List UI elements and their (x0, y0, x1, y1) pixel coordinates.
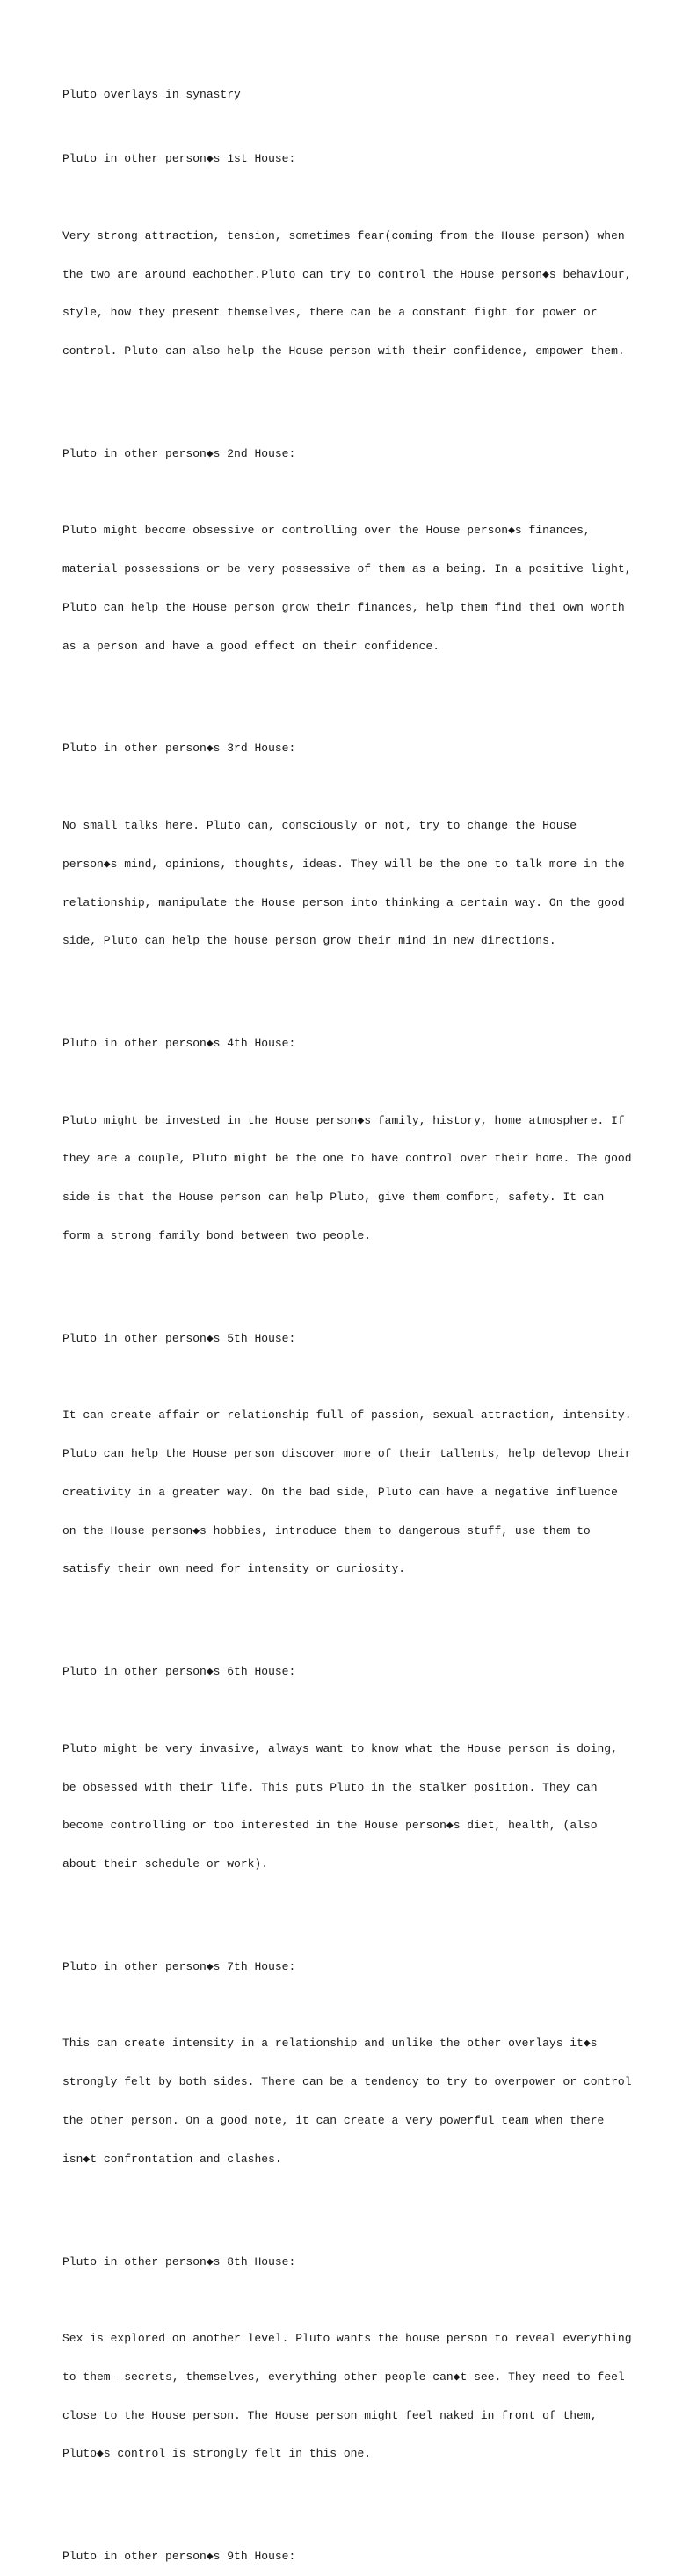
paragraph-line: the two are around eachother.Pluto can try to control the House person◆s behaviour, (62, 267, 632, 281)
paragraph-line: to them- secrets, themselves, everything other people can◆t see. They need to feel (62, 2370, 625, 2384)
paragraph-line: side is that the House person can help Pluto, give them comfort, safety. It can (62, 1190, 605, 1205)
paragraph-line: Pluto can help the House person grow their finances, help them find thei own worth (62, 600, 625, 614)
paragraph-line: Sex is explored on another level. Pluto wants the house person to reveal everything (62, 2332, 632, 2346)
paragraph-line: creativity in a greater way. On the bad side, Pluto can have a negative influence (62, 1485, 618, 1499)
paragraph-line: form a strong family bond between two people. (62, 1229, 372, 1243)
section-heading: Pluto in other person◆s 3rd House: (62, 742, 296, 756)
paragraph-line: satisfy their own need for intensity or curiosity. (62, 1562, 406, 1576)
document-title: Pluto overlays in synastry (62, 88, 241, 102)
paragraph-line: No small talks here. Pluto can, consciously or not, try to change the House (62, 819, 577, 833)
section-heading: Pluto in other person◆s 4th House: (62, 1037, 296, 1051)
paragraph-line: relationship, manipulate the House person into thinking a certain way. On the good (62, 895, 625, 909)
paragraph-line: Pluto can help the House person discover more of their tallents, help delevop their (62, 1447, 632, 1461)
paragraph-line: close to the House person. The House person might feel naked in front of them, (62, 2408, 598, 2422)
paragraph-line: control. Pluto can also help the House person with their confidence, empower them. (62, 344, 625, 358)
paragraph-line: style, how they present themselves, there can be a constant fight for power or (62, 306, 598, 320)
paragraph-line: Pluto might be very invasive, always want to know what the House person is doing, (62, 1741, 618, 1755)
paragraph-line: This can create intensity in a relationship and unlike the other overlays it◆s (62, 2037, 598, 2051)
paragraph-line: Very strong attraction, tension, sometimes fear(coming from the House person) when (62, 228, 625, 242)
paragraph-line: strongly felt by both sides. There can be a tendency to try to overpower or control (62, 2075, 632, 2089)
paragraph-line: become controlling or too interested in the House person◆s diet, health, (also (62, 1819, 598, 1833)
section-heading: Pluto in other person◆s 9th House: (62, 2550, 296, 2564)
paragraph-line: be obsessed with their life. This puts Pluto in the stalker position. They can (62, 1780, 598, 1794)
paragraph-line: on the House person◆s hobbies, introduce them to dangerous stuff, use them to (62, 1523, 591, 1538)
paragraph-line: as a person and have a good effect on their confidence. (62, 639, 440, 653)
paragraph-line: It can create affair or relationship full of passion, sexual attraction, intensity. (62, 1408, 632, 1422)
paragraph-line: person◆s mind, opinions, thoughts, ideas. They will be the one to talk more in the (62, 857, 625, 871)
document-body (62, 63, 632, 2576)
paragraph-line: side, Pluto can help the house person grow their mind in new directions. (62, 934, 556, 948)
paragraph-line: the other person. On a good note, it can create a very powerful team when there (62, 2114, 605, 2127)
section-heading: Pluto in other person◆s 7th House: (62, 1959, 296, 1973)
section-heading: Pluto in other person◆s 2nd House: (62, 446, 296, 460)
section-heading: Pluto in other person◆s 8th House: (62, 2254, 296, 2268)
section-heading: Pluto in other person◆s 5th House: (62, 1331, 296, 1345)
section-heading: Pluto in other person◆s 1st House: (62, 152, 296, 166)
paragraph-line: material possessions or be very possessive of them as a being. In a positive light, (62, 562, 632, 576)
paragraph-line: Pluto might become obsessive or controlling over the House person◆s finances, (62, 524, 591, 538)
paragraph-line: Pluto might be invested in the House person◆s family, history, home atmosphere. If (62, 1113, 625, 1127)
paragraph-line: Pluto◆s control is strongly felt in this one. (62, 2447, 372, 2461)
paragraph-line: they are a couple, Pluto might be the one to have control over their home. The good (62, 1152, 632, 1166)
paragraph-line: about their schedule or work). (62, 1857, 269, 1871)
section-heading: Pluto in other person◆s 6th House: (62, 1665, 296, 1679)
paragraph-line: isn◆t confrontation and clashes. (62, 2152, 282, 2166)
